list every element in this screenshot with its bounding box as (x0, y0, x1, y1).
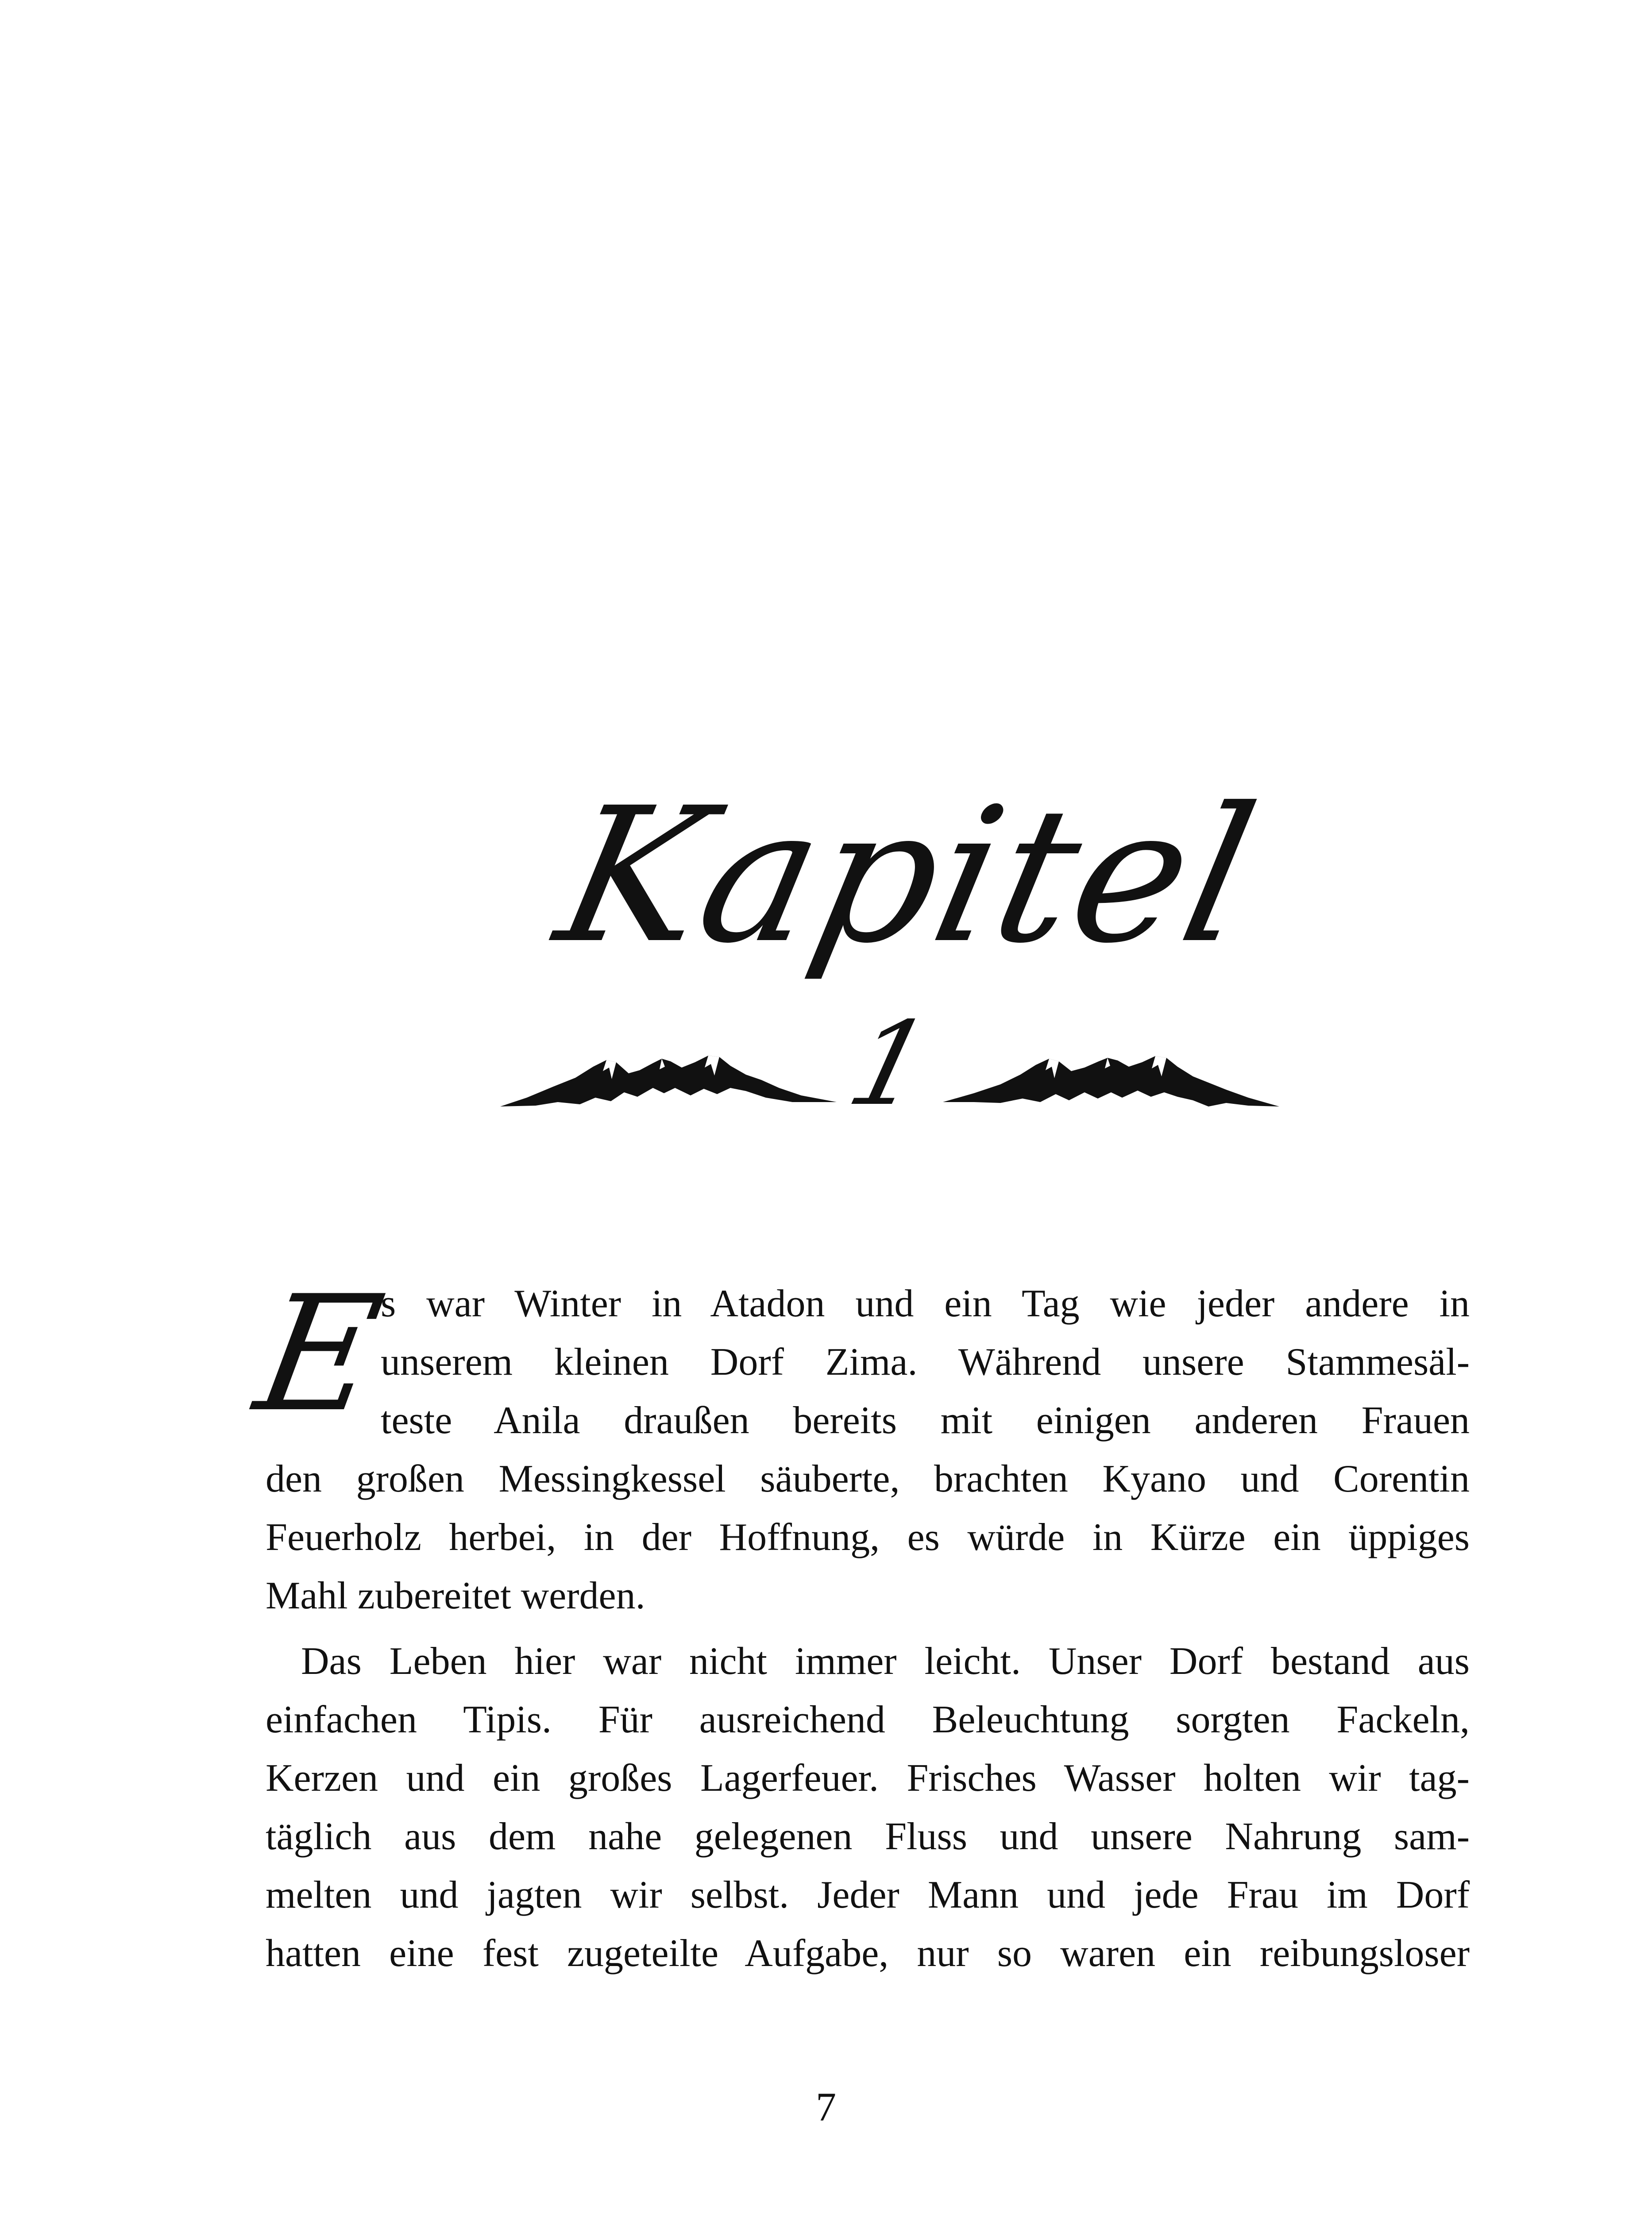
drop-cap: E (245, 1261, 394, 1447)
text-line: unserem kleinen Dorf Zima. Während unsere Stammesäl- (381, 1341, 1470, 1384)
text-line: den großen Messingkessel säuberte, brachten Kyano und Corentin (266, 1457, 1470, 1500)
chapter-ornament (500, 998, 1279, 1131)
text-line: Mahl zubereitet werden. (266, 1574, 645, 1617)
chapter-number: 1 (836, 998, 943, 1131)
text-line: Feuerholz herbei, in der Hoffnung, es würde in Kürze ein üppiges (266, 1516, 1470, 1559)
text-line: Das Leben hier war nicht immer leicht. Unser Dorf bestand aus (301, 1640, 1470, 1683)
text-line: Kerzen und ein großes Lagerfeuer. Frisches Wasser holten wir tag- (266, 1757, 1470, 1800)
text-line: einfachen Tipis. Für ausreichend Beleuchtung sorgten Fackeln, (266, 1698, 1470, 1741)
mountain-range-icon (943, 1036, 1279, 1111)
text-line: s war Winter in Atadon und ein Tag wie jeder andere in (381, 1282, 1470, 1325)
page-number: 7 (816, 2084, 836, 2129)
text-line: täglich aus dem nahe gelegenen Fluss und unsere Nahrung sam- (266, 1815, 1470, 1858)
text-line: hatten eine fest zugeteilte Aufgabe, nur so waren ein reibungsloser (266, 1932, 1470, 1975)
text-line: teste Anila draußen bereits mit einigen anderen Frauen (381, 1399, 1470, 1442)
text-line: melten und jagten wir selbst. Jeder Mann und jede Frau im Dorf (266, 1874, 1470, 1916)
mountain-range-icon (500, 1036, 837, 1111)
chapter-body (245, 1261, 1470, 1983)
chapter-title: Kapitel (542, 768, 1273, 984)
